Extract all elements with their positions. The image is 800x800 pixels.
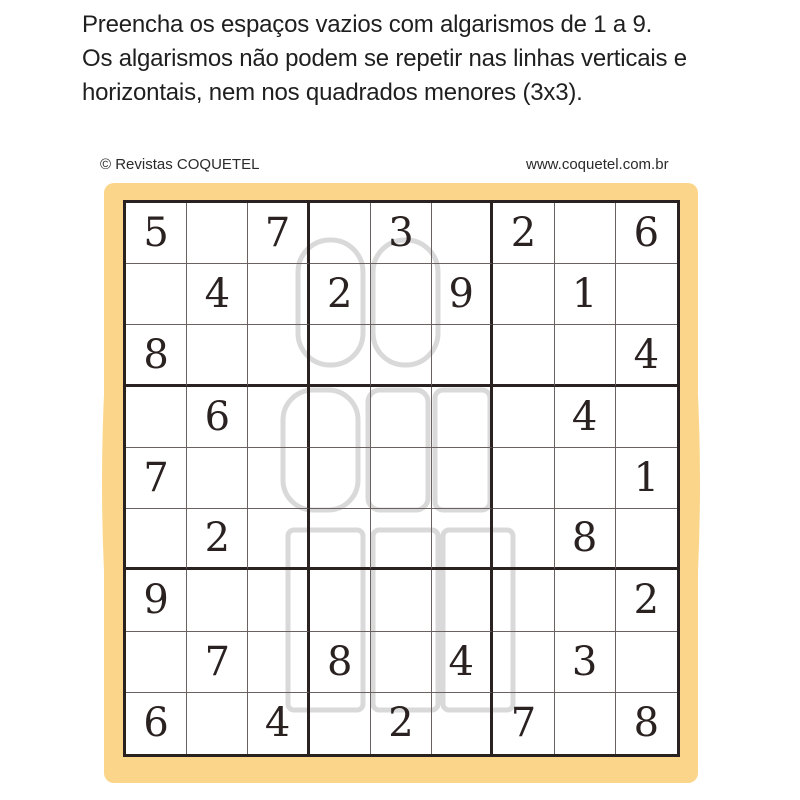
- sudoku-cell[interactable]: [187, 448, 248, 509]
- sudoku-cell: 7: [126, 448, 187, 509]
- sudoku-cell: 9: [432, 264, 493, 325]
- sudoku-cell[interactable]: [248, 509, 309, 570]
- sudoku-cell[interactable]: [126, 632, 187, 693]
- sudoku-cell: 4: [616, 325, 677, 386]
- sudoku-cell: 6: [187, 387, 248, 448]
- sudoku-cell[interactable]: [310, 325, 371, 386]
- sudoku-cell[interactable]: [371, 632, 432, 693]
- sudoku-cell: 8: [633, 700, 660, 747]
- instruction-line-2: Os algarismos não podem se repetir nas linhas verticais e: [82, 45, 687, 72]
- instructions: [82, 8, 782, 110]
- sudoku-cell: 6: [616, 203, 677, 264]
- sudoku-cell[interactable]: [616, 264, 677, 325]
- sudoku-cell[interactable]: [248, 325, 309, 386]
- sudoku-cell: 4: [187, 264, 248, 325]
- sudoku-cell: 2: [371, 693, 432, 754]
- sudoku-cell[interactable]: [493, 632, 554, 693]
- sudoku-cell: 2: [616, 570, 677, 631]
- sudoku-cell[interactable]: [187, 693, 248, 754]
- sudoku-cell[interactable]: [493, 325, 554, 386]
- sudoku-cell: 3: [555, 632, 616, 693]
- sudoku-cell: 1: [555, 264, 616, 325]
- sudoku-cell[interactable]: [432, 203, 493, 264]
- sudoku-cell: 8: [310, 632, 371, 693]
- sudoku-cell[interactable]: [432, 325, 493, 386]
- sudoku-cell[interactable]: [432, 509, 493, 570]
- sudoku-cell[interactable]: [310, 693, 371, 754]
- sudoku-cell[interactable]: [371, 387, 432, 448]
- sudoku-cell[interactable]: [555, 570, 616, 631]
- sudoku-cell[interactable]: [310, 387, 371, 448]
- sudoku-cell[interactable]: [310, 509, 371, 570]
- sudoku-cell[interactable]: [126, 264, 187, 325]
- sudoku-cell[interactable]: [432, 693, 493, 754]
- sudoku-cell[interactable]: [493, 509, 554, 570]
- sudoku-cell: 4: [555, 387, 616, 448]
- sudoku-cell: 7: [187, 632, 248, 693]
- sudoku-cell[interactable]: [432, 570, 493, 631]
- sudoku-cell[interactable]: [616, 632, 677, 693]
- sudoku-grid: [123, 200, 680, 757]
- sudoku-cell: 7: [493, 693, 554, 754]
- sudoku-cell: 1: [616, 448, 677, 509]
- sudoku-cell[interactable]: [616, 387, 677, 448]
- sudoku-cell[interactable]: [126, 509, 187, 570]
- sudoku-cell[interactable]: [555, 325, 616, 386]
- sudoku-cell[interactable]: [371, 264, 432, 325]
- sudoku-cell[interactable]: [371, 325, 432, 386]
- sudoku-cell: 4: [248, 693, 309, 754]
- sudoku-cell[interactable]: [310, 203, 371, 264]
- sudoku-cell: 2: [310, 264, 371, 325]
- sudoku-cell[interactable]: [371, 448, 432, 509]
- website-credit: www.coquetel.com.br: [526, 156, 669, 173]
- sudoku-cell[interactable]: [310, 570, 371, 631]
- sudoku-cell[interactable]: [555, 203, 616, 264]
- sudoku-cell: 6: [126, 693, 187, 754]
- sudoku-cell[interactable]: [310, 448, 371, 509]
- sudoku-cell[interactable]: [248, 387, 309, 448]
- sudoku-cell: 9: [126, 570, 187, 631]
- sudoku-cell[interactable]: [371, 570, 432, 631]
- sudoku-cell[interactable]: [187, 203, 248, 264]
- sudoku-cell[interactable]: [248, 632, 309, 693]
- sudoku-cell[interactable]: [187, 570, 248, 631]
- sudoku-cell: 2: [187, 509, 248, 570]
- sudoku-cell[interactable]: [371, 509, 432, 570]
- sudoku-cell: 4: [432, 632, 493, 693]
- sudoku-cell[interactable]: [248, 570, 309, 631]
- sudoku-cell[interactable]: [493, 448, 554, 509]
- copyright-credit: © Revistas COQUETEL: [100, 156, 260, 173]
- sudoku-cell[interactable]: [432, 448, 493, 509]
- sudoku-cell: 2: [493, 203, 554, 264]
- sudoku-cell: 7: [248, 203, 309, 264]
- instruction-line-1: Preencha os espaços vazios com algarismos de 1 a 9.: [82, 11, 653, 38]
- sudoku-cell[interactable]: [187, 325, 248, 386]
- sudoku-cell: 5: [126, 203, 187, 264]
- instruction-line-3: horizontais, nem nos quadrados menores (3x3).: [82, 79, 583, 106]
- sudoku-cell[interactable]: [493, 570, 554, 631]
- sudoku-cell[interactable]: [248, 448, 309, 509]
- sudoku-cell[interactable]: [248, 264, 309, 325]
- sudoku-cell[interactable]: [555, 693, 616, 754]
- sudoku-cell[interactable]: [493, 387, 554, 448]
- sudoku-cell: 8: [126, 325, 187, 386]
- sudoku-cell: 3: [371, 203, 432, 264]
- sudoku-cell[interactable]: [616, 509, 677, 570]
- sudoku-cell[interactable]: [555, 448, 616, 509]
- sudoku-cell[interactable]: [493, 264, 554, 325]
- sudoku-cell: 8: [555, 509, 616, 570]
- sudoku-cell[interactable]: [126, 387, 187, 448]
- sudoku-cell[interactable]: [432, 387, 493, 448]
